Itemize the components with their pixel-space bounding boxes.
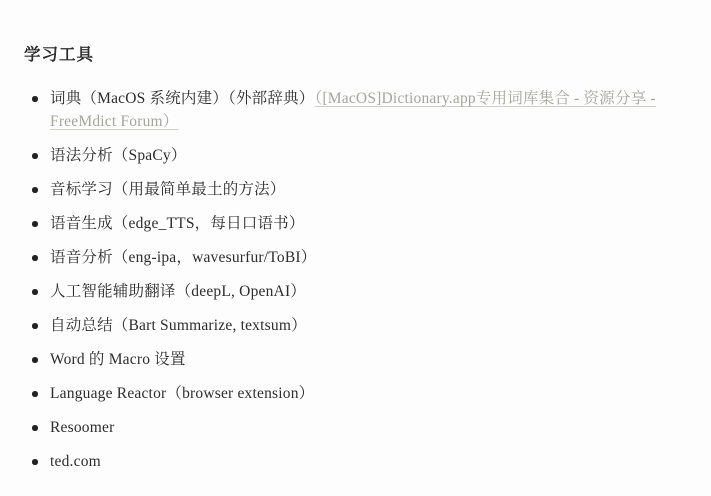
list-item-text: 自动总结（Bart Summarize, textsum） (50, 317, 307, 334)
list-item (24, 246, 697, 269)
list-item-text: Language Reactor（browser extension） (50, 385, 315, 402)
list-item (24, 87, 697, 133)
page-title: 学习工具 (24, 45, 94, 64)
list-item-text: Resoomer (50, 419, 115, 436)
list-item (24, 416, 697, 439)
list-item (24, 314, 697, 337)
list-item-text: 人工智能辅助翻译（deepL, OpenAI） (50, 283, 307, 300)
bullet-icon (32, 289, 38, 295)
list-item (24, 144, 697, 167)
list-item-text: Word 的 Macro 设置 (50, 351, 186, 368)
bullet-icon (32, 391, 38, 397)
dictionary-forum-link[interactable]: （[MacOS]Dictionary.app专用词库集合 - 资源分享 - FreeMdict Forum） (50, 90, 656, 130)
list-item (24, 212, 697, 235)
bullet-icon (32, 255, 38, 261)
list-item-text: 语音分析（eng-ipa，wavesurfur/ToBI） (50, 249, 317, 266)
list-item (24, 382, 697, 405)
bullet-icon (32, 357, 38, 363)
bullet-icon (32, 96, 38, 102)
list-item-text: 语法分析（SpaCy） (50, 147, 187, 164)
bullet-icon (32, 153, 38, 159)
list-item (24, 280, 697, 303)
bullet-icon (32, 459, 38, 465)
bullet-icon (32, 187, 38, 193)
list-item-text: 语音生成（edge_TTS，每日口语书） (50, 215, 305, 232)
list-item-text: ted.com (50, 453, 101, 470)
bullet-icon (32, 425, 38, 431)
list-item (24, 178, 697, 201)
list-item-text: 词典（MacOS 系统内建）（外部辞典） (50, 90, 315, 107)
bullet-icon (32, 323, 38, 329)
tools-list (24, 87, 697, 473)
list-item (24, 450, 697, 473)
bullet-icon (32, 221, 38, 227)
list-item (24, 348, 697, 371)
list-item-text: 音标学习（用最简单最土的方法） (50, 181, 286, 198)
